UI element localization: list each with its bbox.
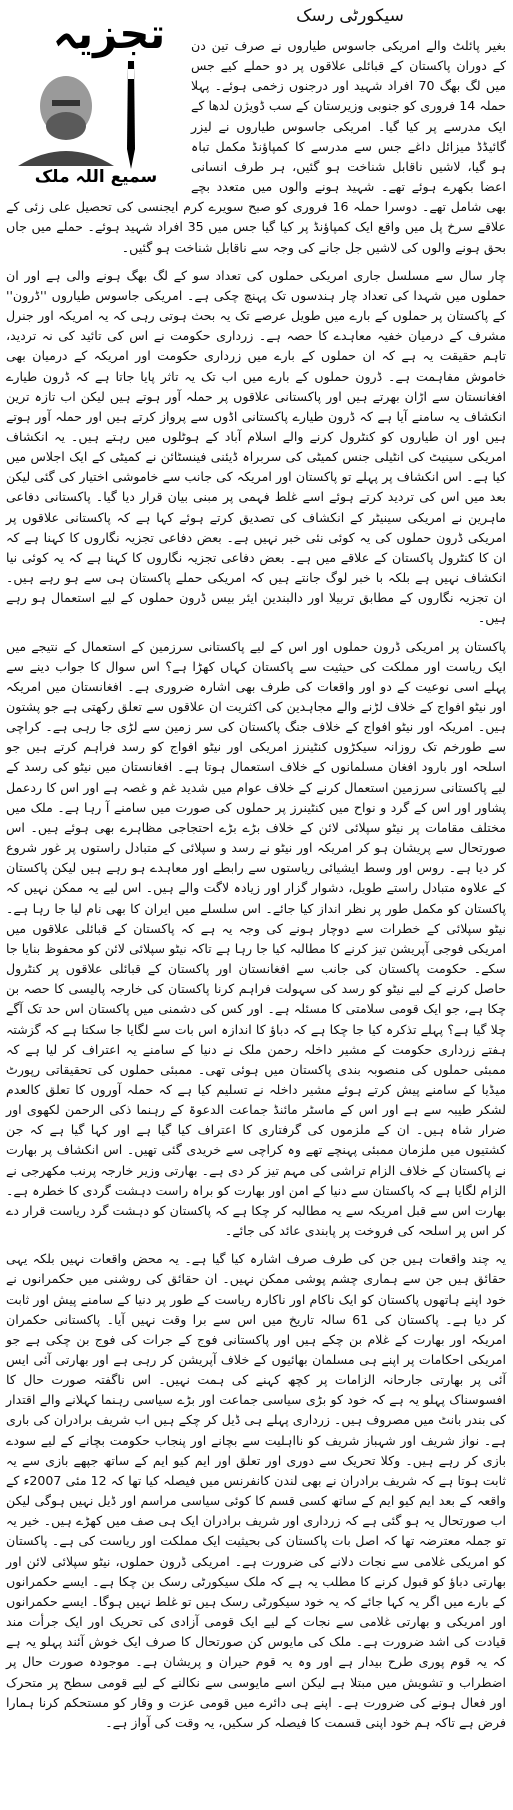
article-body	[6, 36, 506, 1741]
article-headline: سیکورٹی رسک	[296, 6, 404, 26]
author-byline: سمیع اللہ ملک	[34, 167, 158, 187]
article-paragraph: یہ چند واقعات ہیں جن کی طرف صرف اشارہ کیا گیا ہے۔ یہ محض واقعات نہیں بلکہ یہی حقائق ہیں جن سے ہماری چشم پوشی ممکن نہیں۔ ان حقائق کی روشنی میں حکمرانوں نے خود اپنے ہاتھوں پاکستان کو ایک ناکام اور ناکارہ ریاست کے طور پر دنیا کے سامنے پیش اور ثابت کر دیا ہے۔ پاکستان کی 61 سالہ تاریخ میں اس سے برا وقت نہیں آیا۔ پاکستانی حکمران امریکہ اور بھارت کے غلام بن چکے ہیں اور پاکستانی فوج کے جرات کی فوج بن چکی ہے جو امریکی احکامات پر اپنے ہی مسلمان بھائیوں کے خلاف آپریشن کر رہی ہے اور بھارتی آئی ایس آئی پر بھارتی جارحانہ الزامات پر کچھ کہنے کی ہمت نہیں۔ اس ناگفتہ صورت حال کا افسوسناک پہلو یہ ہے کہ خود کو بڑی سیاسی جماعت اور بڑے سیاسی رہنما کہلانے والے اقتدار کی بندر بانٹ میں مصروف ہیں۔ زرداری پہلے ہی ڈیل کر چکے ہیں اب شریف برادران کی باری ہے۔ نواز شریف اور شہباز شریف کو نااہلیت سے بچانے اور پنجاب حکومت بچانے کے لیے سودے بازی کر رہے ہیں۔ وکلا تحریک سے دوری اور تعلق اور ایم کیو ایم کے ساتھ جپھے بازی سے یہ ثابت ہوتا ہے کہ شریف برادران نے بھی لندن کانفرنس میں فیصلہ کیا تھا کہ 12 مئی 2007ء کے واقعہ کے بعد ایم کیو ایم کے ساتھ کسی قسم کا کوئی سیاسی مراسم اور ڈیل نہیں ہوگی لیکن اب صورتحال یہ ہو گئی ہے کہ زرداری اور شریف برادران ایک ہی صف میں کھڑے ہیں۔ خیر یہ تو جملہ معترضہ تھا کہ اصل بات پاکستان کی بحیثیت ایک مملکت اور ریاست کی ہے۔ پاکستان کو امریکی غلامی سے نجات دلانے کی ضرورت ہے۔ امریکی ڈرون حملوں، نیٹو سپلائی لائن اور بھارتی دباؤ کو قبول کرنے کا مطلب یہ ہے کہ ملک سیکورٹی رسک بن چکا ہے۔ ایسے حکمرانوں کے بارے میں اگر یہ کہا جائے کہ یہ خود سیکورٹی رسک ہیں تو غلط نہیں ہوگا۔ ایسے حکمرانوں اور امریکی و بھارتی غلامی سے نجات کے لیے ایک قومی آزادی کی تحریک اور ایک جرأت مند قیادت کی اشد ضرورت ہے۔ ملک کی مایوس کن صورتحال کا صرف ایک خوش آئند پہلو یہ ہے کہ یہ قوم پوری طرح بیدار ہے اور وہ یہ قوم حیران و پریشان ہے۔ موجودہ صورت حال پر اضطراب و تشویش میں مبتلا ہے لیکن اسے مایوسی سے نکالنے کے لیے قومی سطح پر متحرک اور فعال ہونے کی ضرورت ہے۔ اپنے ہی دائرے میں قومی عزت و وقار کو مستحکم کرنا ہمارا فرض ہے تاکہ ہم خود اپنی قسمت کا فیصلہ کر سکیں، یہ وقت کی آواز ہے۔	[6, 1251, 506, 1730]
column-title: تجزیہ	[52, 9, 166, 58]
article-paragraph: پاکستان پر امریکی ڈرون حملوں اور اس کے لیے پاکستانی سرزمین کے استعمال کے نتیجے میں ایک ریاست اور مملکت کی حیثیت سے پاکستان کہاں کھڑا ہے؟ اس سوال کا جواب دینے سے پہلے اسی نوعیت کے دو اور واقعات کی طرف بھی اشارہ ضروری ہے۔ افغانستان میں امریکہ اور نیٹو افواج کے خلاف لڑنے والے مجاہدین کی اکثریت ان علاقوں سے تعلق رکھتی ہے جو پشتون ہیں۔ امریکہ اور نیٹو افواج کے خلاف جنگ پاکستان کی سر زمین سے لڑی جا رہی ہے۔ کراچی سے طورخم تک روزانہ سیکڑوں کنٹینرز امریکی اور نیٹو افواج کو رسد فراہم کرتے ہیں جو اسلحہ اور بارود افغان مسلمانوں کے خلاف استعمال ہوتا ہے۔ افغانستان میں نیٹو کی رسد کے لیے پاکستانی سرزمین استعمال کرنے کے خلاف عوام میں شدید غم و غصہ ہے اور اس کا ردعمل پشاور اور اس کے گرد و نواح میں کنٹینرز پر حملوں کی صورت میں سامنے آ رہا ہے۔ ملک میں مختلف مقامات پر نیٹو سپلائی لائن کے خلاف بڑے بڑے احتجاجی مظاہرے بھی ہوئے ہیں۔ اس صورتحال سے پریشان ہو کر امریکہ اور نیٹو نے رسد و سپلائی کے متبادل راستوں پر غور شروع کر دیا ہے۔ روس اور وسط ایشیائی ریاستوں سے رابطے اور معاہدے ہو رہے ہیں لیکن پاکستان کے علاوہ متبادل راستے طویل، دشوار گزار اور زیادہ لاگت والے ہیں۔ اس لیے یہ ممکن نہیں کہ پاکستان کو مکمل طور پر نظر انداز کیا جائے۔ اس سلسلے میں ایران کا بھی نام لیا جا رہا ہے۔ نیٹو سپلائی کے خطرات سے دوچار ہونے کی وجہ یہ ہے کہ پاکستان کے قبائلی علاقوں میں امریکی فوجی آپریشن تیز کرنے کا مطالبہ کیا جا رہا ہے تاکہ نیٹو سپلائی لائن کو محفوظ بنایا جا سکے۔ حکومت پاکستان کی جانب سے افغانستان اور پاکستان کے قبائلی علاقوں پر کنٹرول حاصل کرنے کے لیے نیٹو کو رسد کی سہولت فراہم کرنا پاکستان کی خارجہ پالیسی کا حصہ بن چکا ہے، جو ایک قومی سلامتی کا مسئلہ ہے۔ اور کس کی دشمنی میں پاکستان اس حد تک آگے چلا گیا ہے؟ پہلے تذکرہ کیا جا چکا ہے کہ دباؤ کا اندازہ اس بات سے لگایا جا سکتا ہے کہ گزشتہ ہفتے زرداری حکومت کے مشیر داخلہ رحمن ملک نے دنیا کے سامنے یہ اعتراف کر لیا ہے کہ ممبئی حملوں کی منصوبہ بندی پاکستان میں ہوئی تھی۔ ممبئی حملوں کی تحقیقاتی رپورٹ میڈیا کے سامنے پیش کرتے ہوئے مشیر داخلہ نے تسلیم کیا ہے کہ حملہ آوروں کا تعلق کالعدم لشکر طیبہ سے ہے اور اس کے ماسٹر مائنڈ جماعت الدعوۃ کے رہنما ذکی الرحمن لکھوی اور ضرار شاہ ہیں۔ ان کے ملزموں کی گرفتاری کا اعتراف کیا گیا ہے اور کہا گیا ہے کہ جن کشتیوں میں ملزمان ممبئی پہنچے تھے وہ کراچی سے خریدی گئی تھیں۔ اس انکشاف پر بھارت نے پاکستان کے خلاف الزام تراشی کی مہم تیز کر دی ہے۔ بھارتی وزیر خارجہ پرنب مکھرجی نے الزام لگایا ہے کہ پاکستان سے دنیا کے امن اور بھارت کو براہ راست دہشت گردی کا خطرہ ہے۔ بھارت اس سے قبل امریکہ سے یہ مطالبہ کر چکا ہے کہ پاکستان کو دہشت گرد ریاست قرار دے کر اس پر اسلحہ کی فروخت پر پابندی عائد کی جائے۔	[6, 638, 506, 1239]
article-paragraph: بغیر پائلٹ والے امریکی جاسوس طیاروں نے صرف تین دن کے دوران پاکستان کے قبائلی علاقوں پر دو حملے کیے جس میں لگ بھگ 70 افراد شہید اور درجنوں زخمی ہوئے۔ پہلا حملہ 14 فروری کو جنوبی وزیرستان کے سب ڈویژن لدھا کے ایک مدرسے پر کیا گیا۔ امریکی جاسوس طیاروں نے لیزر گائیڈڈ میزائل داغے جس سے مدرسے کا کمپاؤنڈ مکمل تباہ ہو گیا، لاشیں ناقابل شناخت ہو گئیں، ہر طرف انسانی اعضا بکھرے ہوئے تھے۔ شہید ہونے والوں میں متعدد بچے بھی شامل تھے۔ دوسرا حملہ 16 فروری کو صبح سویرے کرم ایجنسی کی تحصیل علی زئی کے علاقے سرخ پل میں واقع ایک کمپاؤنڈ پر کیا گیا جس میں 35 افراد شہید ہوئے۔ حملے میں جاں بحق ہونے والوں کی لاشیں جل جانے کی وجہ سے ناقابل شناخت ہو گئیں۔	[6, 38, 507, 255]
logo-wrap-space	[6, 36, 191, 196]
article-paragraph: چار سال سے مسلسل جاری امریکی حملوں کی تعداد سو کے لگ بھگ ہونے والی ہے اور ان حملوں میں شہدا کی تعداد چار ہندسوں تک پہنچ چکی ہے۔ امریکی جاسوس طیاروں ''ڈرون'' کے پاکستان پر حملوں کے بارے میں طویل عرصے تک یہ بحث ہوتی رہی کہ یہ امریکہ اور جنرل مشرف کے درمیان خفیہ معاہدے کا حصہ ہے۔ زرداری حکومت نے اس کی تائید کی نہ تردید، تاہم حقیقت یہ ہے کہ ان حملوں کے بارے میں زرداری حکومت اور امریکہ کے درمیان بھی خاموش مفاہمت ہے۔ ڈرون حملوں کے بارے میں اب تک یہ تاثر پایا جاتا ہے کہ ڈرون طیارے افغانستان سے اڑان بھرتے ہیں اور پاکستانی علاقوں پر حملہ آور ہوتے ہیں لیکن اب تازہ ترین انکشاف یہ سامنے آیا ہے کہ ڈرون طیارے پاکستانی اڈوں سے پرواز کرتے ہیں اور حملہ آور ہوتے ہیں اور ان طیاروں کو کنٹرول کرنے والے اسلام آباد کے ہوٹلوں میں رہتے ہیں۔ یہ انکشاف امریکی سینیٹ کی انٹیلی جنس کمیٹی کی سربراہ ڈیئنی فینسٹائن نے کمیٹی کے ایک اجلاس میں کیا ہے۔ اس انکشاف پر پہلے تو پاکستان اور امریکہ کی جانب سے خاموشی اختیار کی گئی لیکن بعد میں اس کی تردید کرتے ہوئے اسے غلط فہمی پر مبنی بیان قرار دیا گیا۔ پاکستانی دفاعی ماہرین نے امریکی سینیٹر کے انکشاف کی تصدیق کرتے ہوئے کہا ہے کہ پاکستانی علاقوں پر امریکی ڈرون حملوں کی یہ کوئی نئی خبر نہیں ہے۔ بعض دفاعی تجزیہ نگاروں کا کہنا ہے کہ ان کا کنٹرول پاکستان کے علاقے میں ہے۔ بعض دفاعی تجزیہ نگاروں کا کہنا ہے کہ یہ کوئی نیا انکشاف نہیں ہے بلکہ با خبر لوگ جانتے ہیں کہ امریکی حملے پاکستان ہی سے ہو رہے ہیں۔ ان تجزیہ نگاروں کے مطابق تربیلا اور دالبندین ایئر بیس ڈرون حملوں کے لیے استعمال ہو رہے ہیں۔	[6, 267, 506, 626]
